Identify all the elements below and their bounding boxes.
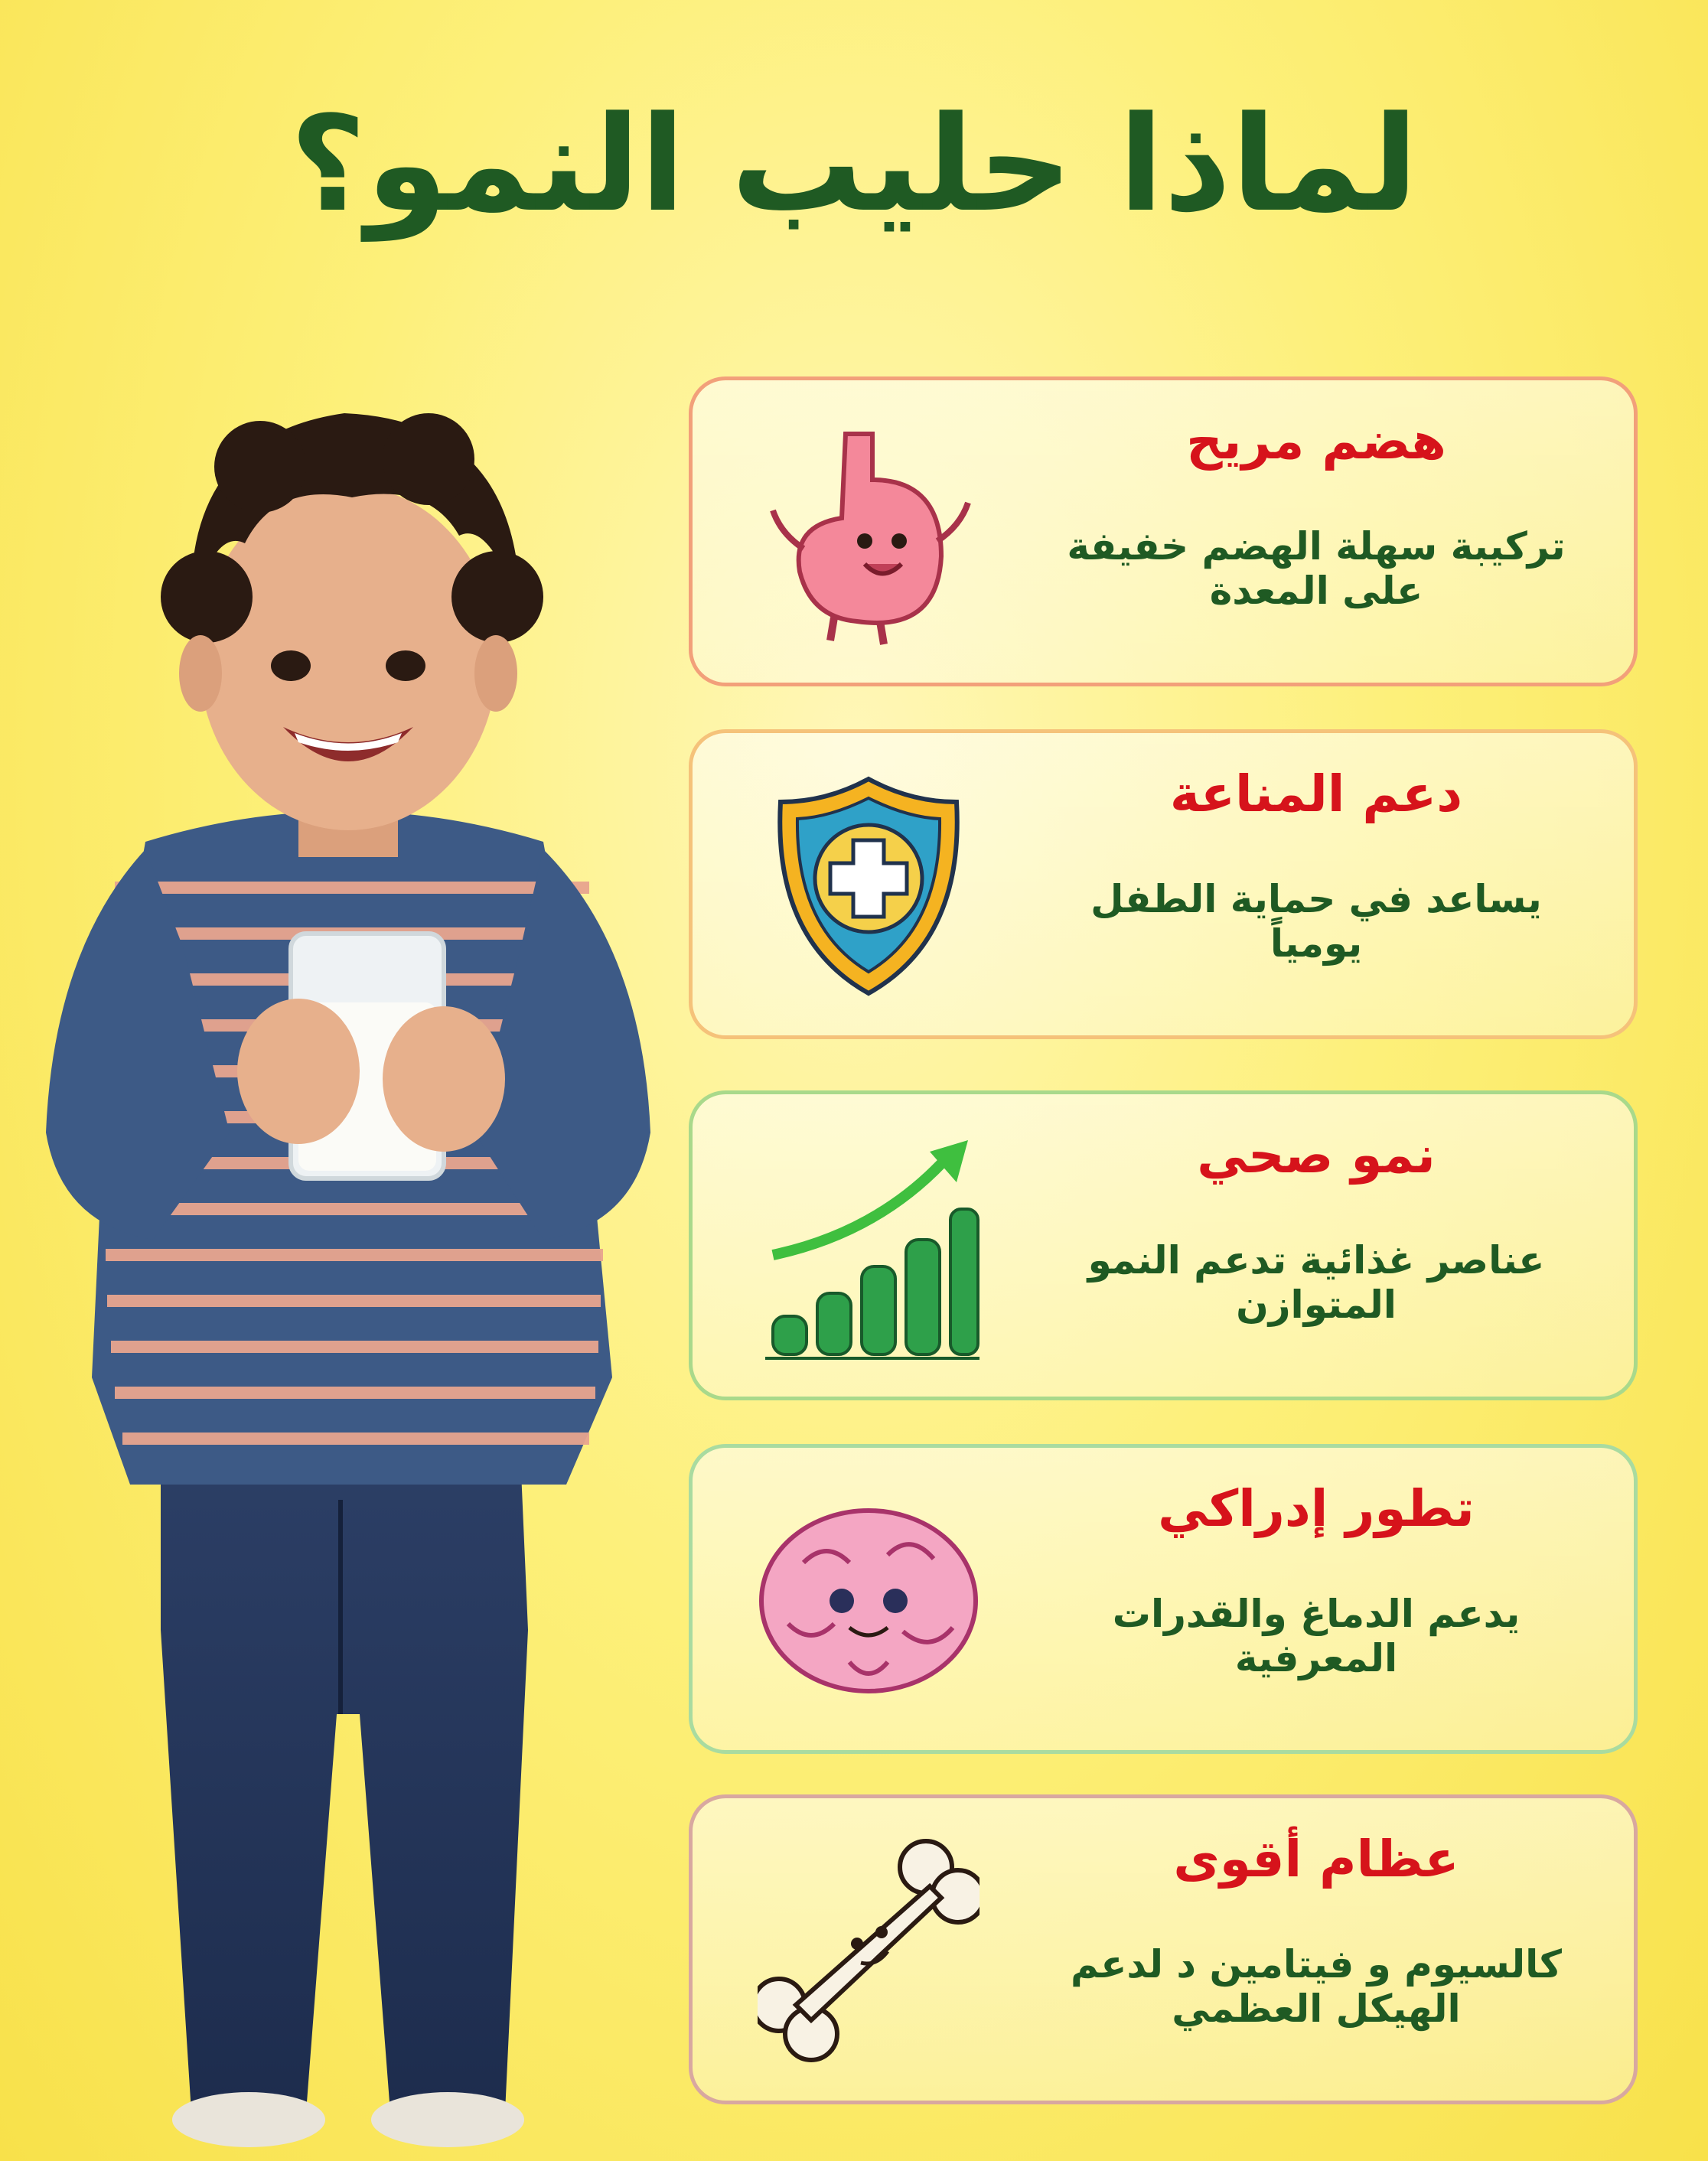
page-title: لماذا حليب النمو؟ bbox=[289, 87, 1419, 241]
card-heading: هضم مريح bbox=[1186, 412, 1446, 471]
brain-icon bbox=[758, 1478, 979, 1723]
card-description-line1: كالسيوم و فيتامين د لدعم bbox=[1071, 1942, 1562, 1987]
benefit-card-immunity bbox=[689, 729, 1638, 1039]
shield-icon bbox=[758, 764, 979, 1009]
card-description-line2: المتوازن bbox=[1236, 1282, 1397, 1327]
benefit-card-digestion bbox=[689, 376, 1638, 686]
card-heading: عظام أقوى bbox=[1173, 1830, 1459, 1889]
benefit-card-bones bbox=[689, 1794, 1638, 2104]
card-description-line2: الهيكل العظمي bbox=[1172, 1986, 1461, 2031]
bone-icon bbox=[758, 1829, 979, 2074]
benefit-card-cognition bbox=[689, 1444, 1638, 1754]
stomach-icon bbox=[758, 411, 979, 656]
child-with-milk-photo bbox=[31, 367, 673, 2158]
card-description-line1: يدعم الدماغ والقدرات bbox=[1112, 1592, 1521, 1637]
card-description-line2: المعرفية bbox=[1234, 1635, 1398, 1680]
card-heading: دعم المناعة bbox=[1169, 764, 1463, 823]
card-description-line2: يومياً bbox=[1270, 921, 1363, 966]
card-heading: تطور إدراكي bbox=[1158, 1479, 1475, 1538]
card-description-line2: على المعدة bbox=[1209, 568, 1423, 613]
card-description-line1: يساعد في حماية الطفل bbox=[1090, 877, 1542, 922]
benefit-card-growth bbox=[689, 1090, 1638, 1400]
card-description-line1: عناصر غذائية تدعم النمو bbox=[1087, 1238, 1545, 1283]
growth-chart-icon bbox=[758, 1125, 979, 1370]
card-heading: نمو صحي bbox=[1197, 1126, 1436, 1185]
card-description-line1: تركيبة سهلة الهضم خفيفة bbox=[1067, 524, 1566, 569]
